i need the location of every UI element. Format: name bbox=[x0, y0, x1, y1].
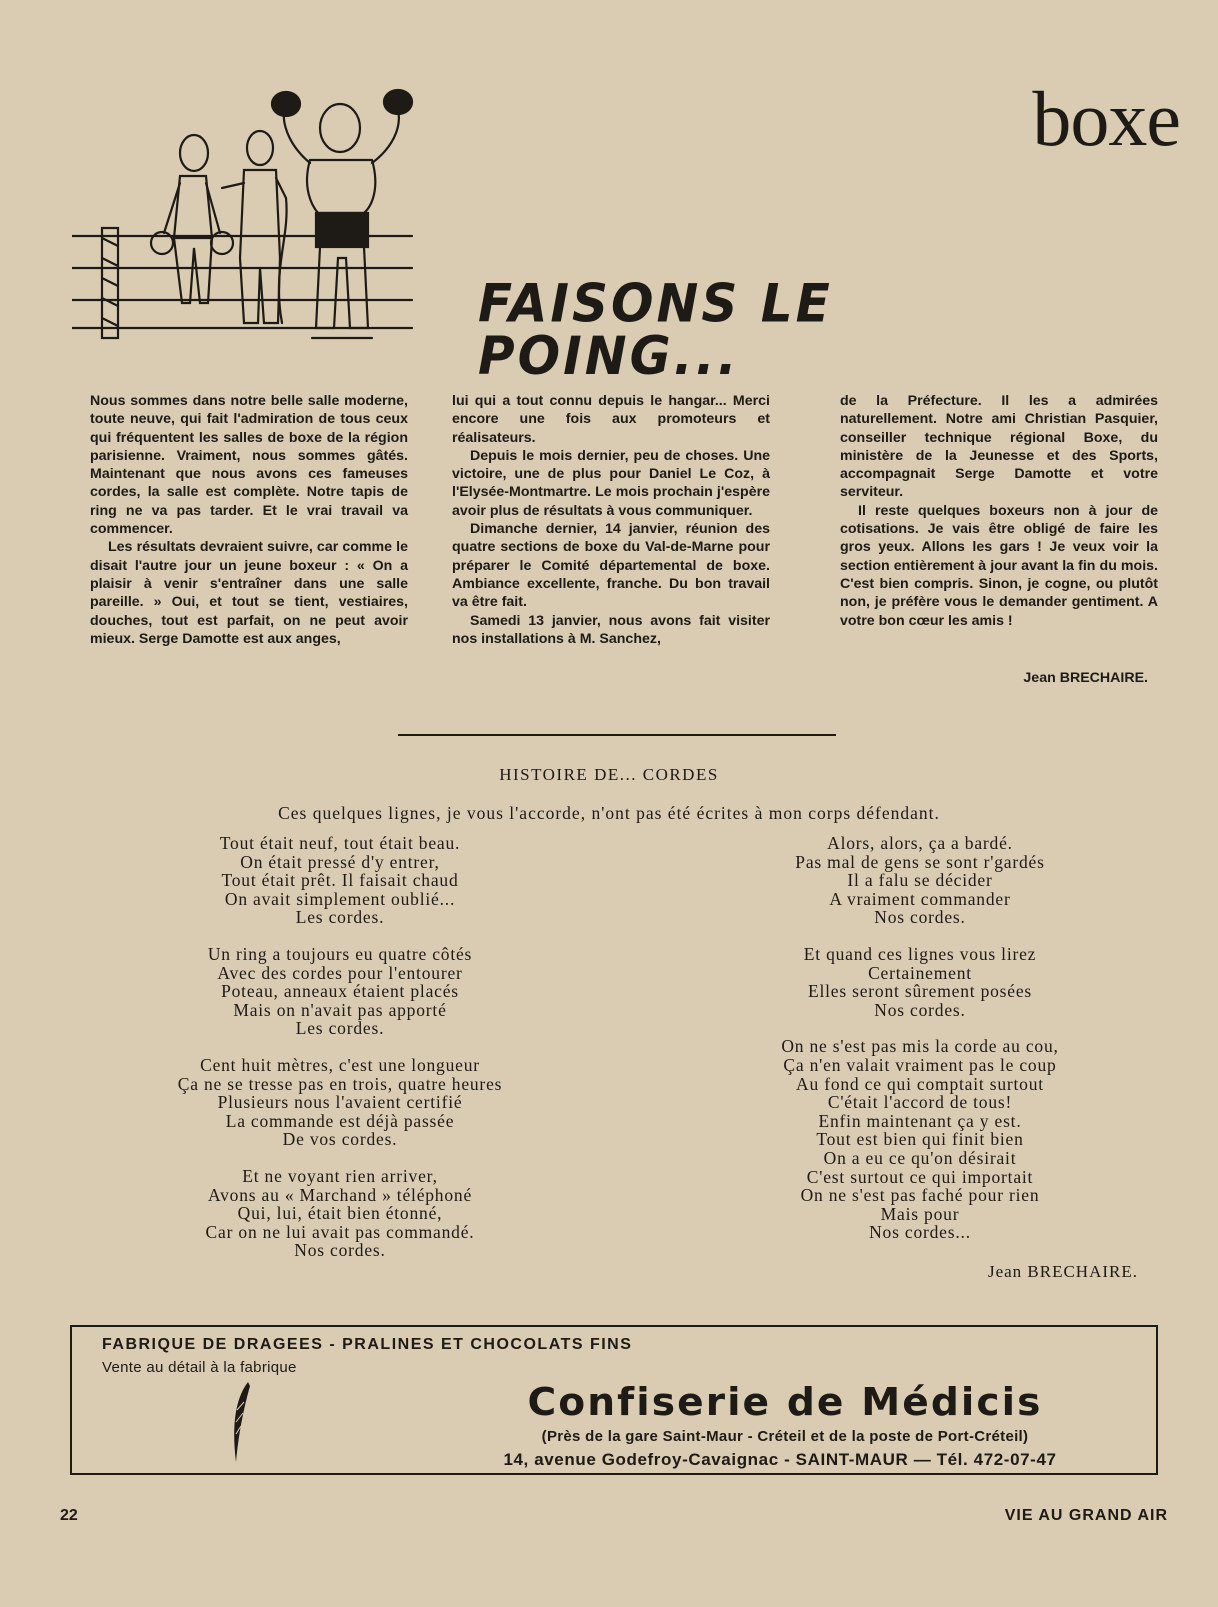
poem-line: Avons au « Marchand » téléphoné bbox=[207, 1184, 473, 1205]
poem-line: C'était l'accord de tous! bbox=[827, 1092, 1013, 1113]
poem-line: Avec des cordes pour l'entourer bbox=[217, 962, 463, 983]
poem-line: Enfin maintenant ça y est. bbox=[818, 1110, 1022, 1131]
divider-rule bbox=[398, 734, 836, 736]
article-paragraph: Depuis le mois dernier, peu de choses. Une victoire, une de plus pour Daniel Le Coz, à l'Elysée-Montmartre. Le mois prochain j'espère avoir plus de résultats à vous communiquer. bbox=[452, 447, 770, 519]
publication-name: VIE AU GRAND AIR bbox=[1004, 1507, 1168, 1524]
poem-line: Tout est bien qui finit bien bbox=[816, 1129, 1024, 1150]
article-paragraph: Dimanche dernier, 14 janvier, réunion des quatre sections de boxe du Val-de-Marne pour préparer le Comité départemental de boxe. Ambiance excellente, franche. Du bon travail va être fait. bbox=[452, 521, 770, 611]
headline: FAISONS LE POING... bbox=[478, 273, 833, 387]
article-column-3 bbox=[840, 392, 1158, 630]
poem-intro: Ces quelques lignes, je vous l'accorde, n'ont pas été écrites à mon corps défendant. bbox=[278, 803, 940, 823]
poem-stanza bbox=[90, 834, 590, 927]
ad-subtagline: Vente au détail à la fabrique bbox=[102, 1359, 297, 1376]
poem-line: On ne s'est pas mis la corde au cou, bbox=[781, 1036, 1059, 1057]
poem-line: Ça n'en valait vraiment pas le coup bbox=[783, 1054, 1057, 1075]
poem-line: Qui, lui, était bien étonné, bbox=[237, 1203, 443, 1224]
section-title: boxe bbox=[1032, 75, 1180, 162]
poem-line: Et ne voyant rien arriver, bbox=[242, 1165, 438, 1186]
poem-line: Certainement bbox=[868, 962, 972, 983]
poem-stanza bbox=[660, 945, 1180, 1019]
poem-stanza bbox=[660, 834, 1180, 927]
poem-line: Nos cordes. bbox=[874, 999, 966, 1020]
ad-address: 14, avenue Godefroy-Cavaignac - SAINT-MAUR — Tél. 472-07-47 bbox=[503, 1450, 1057, 1469]
poem-line: Nos cordes... bbox=[869, 1222, 971, 1243]
poem-line: On a eu ce qu'on désirait bbox=[823, 1147, 1017, 1168]
page-number: 22 bbox=[60, 1507, 78, 1524]
poem-line: Un ring a toujours eu quatre côtés bbox=[207, 943, 473, 964]
poem-line: Et quand ces lignes vous lirez bbox=[803, 943, 1037, 964]
poem-stanza bbox=[90, 945, 590, 1038]
article-paragraph: Il reste quelques boxeurs non à jour de cotisations. Je vais être obligé de faire les gros yeux. Allons les gars ! Je veux voir la section entièrement à jour avant la fin du mois. C'est bien compris. Sinon, je cogne, ou plutôt non, je préfère vous le demander gentiment. A votre bon cœur les amis ! bbox=[840, 502, 1158, 629]
poem-line: Plusieurs nous l'avaient certifié bbox=[217, 1092, 463, 1113]
poem-stanza bbox=[660, 1037, 1180, 1242]
article-paragraph: Les résultats devraient suivre, car comme le disait l'autre jour un jeune boxeur : « On a plaisir à venir s'entraîner dans une salle pareille. » Oui, et tout se tient, vestiaires, douches, tout est parfait, on ne peut avoir mieux. Serge Damotte est aux anges, bbox=[90, 539, 408, 647]
poem-line: Au fond ce qui comptait surtout bbox=[796, 1073, 1044, 1094]
poem-line: Mais on n'avait pas apporté bbox=[233, 999, 447, 1020]
poem-right-column bbox=[660, 834, 1180, 1260]
poem-line: Poteau, anneaux étaient placés bbox=[221, 981, 459, 1002]
feather-icon bbox=[228, 1380, 254, 1464]
poem-line: Il a falu se décider bbox=[847, 870, 993, 891]
poem-line: On avait simplement oublié... bbox=[224, 888, 456, 909]
poem-line: Car on ne lui avait pas commandé. bbox=[205, 1221, 475, 1242]
poem-line: C'est surtout ce qui importait bbox=[806, 1166, 1034, 1187]
poem-line: Ça ne se tresse pas en trois, quatre heures bbox=[177, 1073, 503, 1094]
ad-tagline: FABRIQUE DE DRAGEES - PRALINES ET CHOCOLATS FINS bbox=[102, 1336, 633, 1353]
article-paragraph: Samedi 13 janvier, nous avons fait visiter nos installations à M. Sanchez, bbox=[452, 612, 770, 647]
poem-line: Pas mal de gens se sont r'gardés bbox=[795, 851, 1045, 872]
poem-line: Nos cordes. bbox=[294, 1240, 386, 1261]
poem-line: Les cordes. bbox=[295, 1018, 385, 1039]
boxing-illustration bbox=[72, 88, 432, 350]
poem-line: Les cordes. bbox=[295, 907, 385, 928]
poem-signature: Jean BRECHAIRE. bbox=[987, 1262, 1138, 1281]
article-paragraph: Nous sommes dans notre belle salle moderne, toute neuve, qui fait l'admiration de tous ceux qui fréquentent les salles de boxe de la région parisienne. Vraiment, nous sommes gâtés. Maintenant que nous avons ces fameuses cordes, la salle est complète. Notre tapis de ring ne va pas tarder. Et le vrai travail va commencer. bbox=[90, 393, 408, 538]
poem-line: De vos cordes. bbox=[282, 1129, 398, 1150]
article-signature: Jean BRECHAIRE. bbox=[1023, 670, 1148, 686]
poem-line: Elles seront sûrement posées bbox=[807, 981, 1033, 1002]
poem-line: Alors, alors, ça a bardé. bbox=[827, 833, 1013, 853]
poem-line: On était pressé d'y entrer, bbox=[240, 851, 440, 872]
article-paragraph: de la Préfecture. Il les a admirées naturellement. Notre ami Christian Pasquier, conseiller technique régional Boxe, du ministère de la Jeunesse et des Sports, accompagnait Serge Damotte et votre serviteur. bbox=[840, 393, 1158, 501]
poem-left-column bbox=[90, 834, 590, 1278]
poem-line: A vraiment commander bbox=[829, 888, 1011, 909]
poem-line: On ne s'est pas faché pour rien bbox=[800, 1185, 1040, 1206]
poem-stanza bbox=[90, 1167, 590, 1260]
poem-line: Nos cordes. bbox=[874, 907, 966, 928]
article-paragraph: lui qui a tout connu depuis le hangar... Merci encore une fois aux promoteurs et réalisateurs. bbox=[452, 393, 770, 446]
poem-line: Tout était neuf, tout était beau. bbox=[219, 833, 461, 853]
poem-line: Tout était prêt. Il faisait chaud bbox=[221, 870, 459, 891]
poem-line: Cent huit mètres, c'est une longueur bbox=[200, 1054, 480, 1075]
poem-title: HISTOIRE DE... CORDES bbox=[499, 765, 719, 784]
poem-line: Mais pour bbox=[880, 1203, 960, 1224]
poem-stanza bbox=[90, 1056, 590, 1149]
ad-company-name: Confiserie de Médicis bbox=[527, 1380, 1043, 1424]
ad-location: (Près de la gare Saint-Maur - Créteil et de la poste de Port-Créteil) bbox=[541, 1428, 1029, 1445]
article-column-2 bbox=[452, 392, 770, 648]
poem-line: La commande est déjà passée bbox=[225, 1110, 455, 1131]
article-column-1 bbox=[90, 392, 408, 648]
